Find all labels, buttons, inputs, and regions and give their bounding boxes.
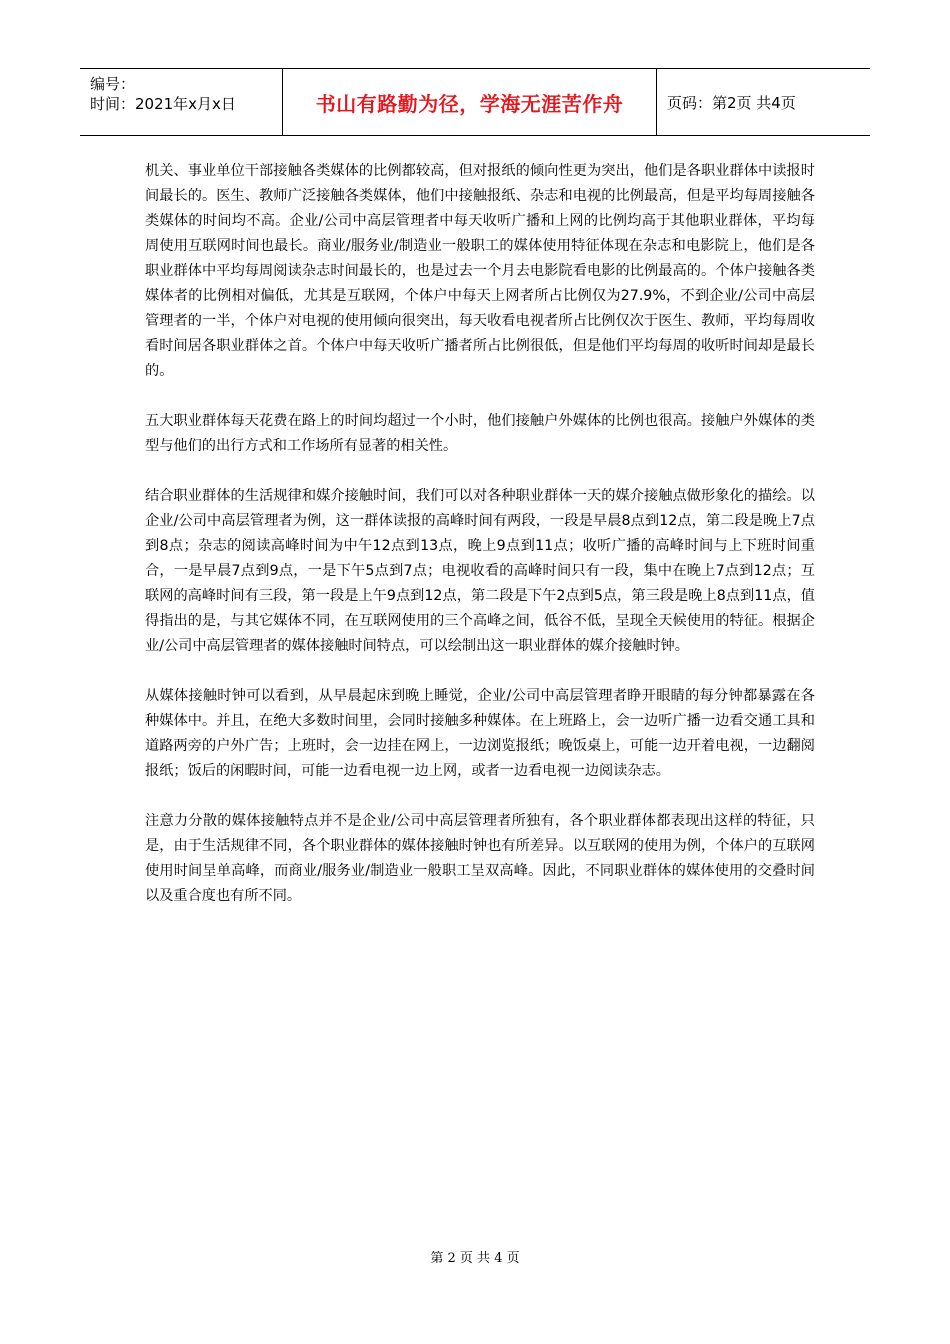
page-header	[80, 68, 870, 136]
page-info-text: 页码：第2页 共4页	[667, 93, 796, 112]
paragraph: 结合职业群体的生活规律和媒介接触时间，我们可以对各种职业群体一天的媒介接触点做形象化的描绘。以企业/公司中高层管理者为例，这一群体读报的高峰时间有两段，一段是早晨8点到12点，第二段是晚上7点到8点；杂志的阅读高峰时间为中午12点到13点，晚上9点到11点；收听广播的高峰时间与上下班时间重合，一是早晨7点到9点，一是下午5点到7点；电视收看的高峰时间只有一段，集中在晚上7点到12点；互联网的高峰时间有三段，第一段是上午9点到12点，第二段是下午2点到5点，第三段是晚上8点到11点，值得指出的是，与其它媒体不同，在互联网使用的三个高峰之间，低谷不低，呈现全天候使用的特征。根据企业/公司中高层管理者的媒体接触时间特点，可以绘制出这一职业群体的媒介接触时钟。	[145, 488, 815, 654]
paragraph: 注意力分散的媒体接触特点并不是企业/公司中高层管理者所独有，各个职业群体都表现出这样的特征，只是，由于生活规律不同，各个职业群体的媒体接触时钟也有所差异。以互联网的使用为例，个体户的互联网使用时间呈单高峰，而商业/服务业/制造业一般职工呈双高峰。因此，不同职业群体的媒体使用的交叠时间以及重合度也有所不同。	[145, 813, 815, 904]
paragraph: 机关、事业单位干部接触各类媒体的比例都较高，但对报纸的倾向性更为突出，他们是各职业群体中读报时间最长的。医生、教师广泛接触各类媒体，他们中接触报纸、杂志和电视的比例最高，但是平均每周接触各类媒体的时间均不高。企业/公司中高层管理者中每天收听广播和上网的比例均高于其他职业群体，平均每周使用互联网时间也最长。商业/服务业/制造业一般职工的媒体使用特征体现在杂志和电影院上，他们是各职业群体中平均每周阅读杂志时间最长的，也是过去一个月去电影院看电影的比例最高的。个体户接触各类媒体者的比例相对偏低，尤其是互联网，个体户中每天上网者所占比例仅为27.9%，不到企业/公司中高层管理者的一半，个体户对电视的使用倾向很突出，每天收看电视者所占比例仅次于医生、教师，平均每周收看时间居各职业群体之首。个体户中每天收听广播者所占比例很低，但是他们平均每周的收听时间却是最长的。	[145, 163, 815, 379]
paragraph: 从媒体接触时钟可以看到，从早晨起床到晚上睡觉，企业/公司中高层管理者睁开眼睛的每分钟都暴露在各种媒体中。并且，在绝大多数时间里，会同时接触多种媒体。在上班路上，会一边听广播一边看交通工具和道路两旁的户外广告；上班时，会一边挂在网上，一边浏览报纸；晚饭桌上，可能一边开着电视，一边翻阅报纸；饭后的闲暇时间，可能一边看电视一边上网，或者一边看电视一边阅读杂志。	[145, 688, 815, 779]
document-number-label: 编号：	[90, 75, 136, 93]
header-meta	[80, 69, 283, 135]
paragraph: 五大职业群体每天花费在路上的时间均超过一个小时，他们接触户外媒体的比例也很高。接触户外媒体的类型与他们的出行方式和工作场所有显著的相关性。	[145, 413, 815, 454]
footer-page-number: 第 2 页 共 4 页	[430, 1251, 520, 1266]
document-date-label: 时间：2021年x月x日	[90, 95, 236, 113]
header-page-info	[657, 69, 870, 135]
header-motto-cell	[283, 69, 657, 135]
motto-text: 书山有路勤为径，学海无涯苦作舟	[315, 91, 624, 116]
page-footer	[0, 1247, 950, 1266]
document-body	[145, 159, 815, 934]
